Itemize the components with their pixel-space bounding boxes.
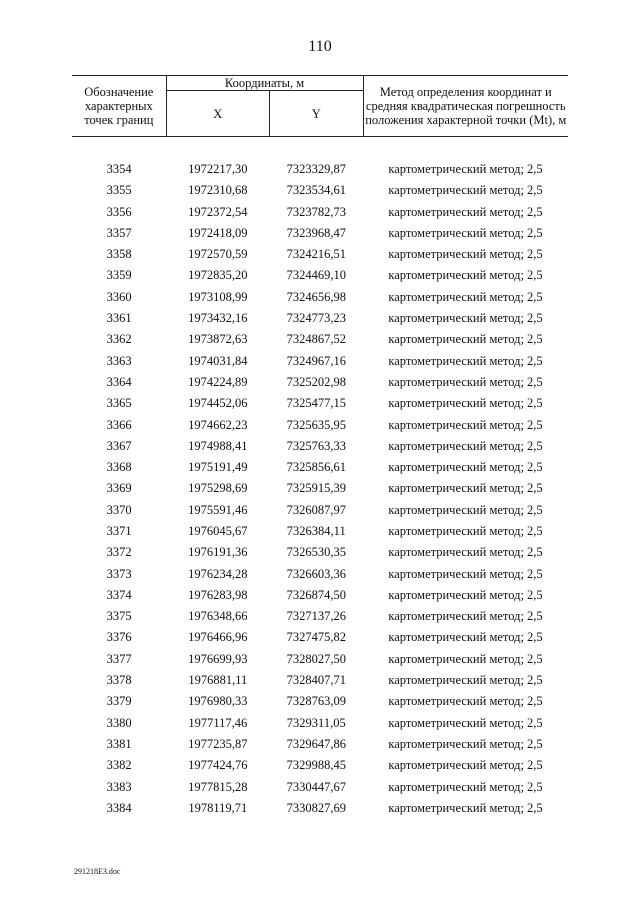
table-row xyxy=(72,243,568,264)
y-coordinate-cell: 7326384,11 xyxy=(286,523,346,538)
y-coordinate-cell: 7329311,05 xyxy=(286,715,346,730)
x-coordinate-cell: 1976045,67 xyxy=(188,523,248,538)
method-cell: картометрический метод; 2,5 xyxy=(388,204,543,219)
x-coordinate-cell: 1972372,54 xyxy=(188,204,248,219)
method-cell: картометрический метод; 2,5 xyxy=(388,651,543,666)
table-row xyxy=(72,222,568,243)
x-coordinate-cell: 1974662,23 xyxy=(188,417,248,432)
x-coordinate-cell: 1975191,49 xyxy=(188,460,248,475)
y-coordinate-cell: 7323968,47 xyxy=(286,225,346,240)
table-row xyxy=(72,797,568,818)
y-coordinate-cell: 7324469,10 xyxy=(286,268,346,283)
point-number-cell: 3370 xyxy=(106,502,132,517)
x-coordinate-cell: 1973108,99 xyxy=(188,289,248,304)
point-number-cell: 3384 xyxy=(106,800,132,815)
point-number-cell: 3367 xyxy=(106,438,132,453)
x-coordinate-cell: 1972217,30 xyxy=(188,161,248,176)
y-coordinate-cell: 7329988,45 xyxy=(286,758,346,773)
table-row xyxy=(72,669,568,690)
point-number-cell: 3364 xyxy=(106,374,132,389)
point-number-cell: 3369 xyxy=(106,481,132,496)
y-header: Y xyxy=(270,91,364,137)
table-row xyxy=(72,180,568,201)
table-row xyxy=(72,478,568,499)
point-number-cell: 3381 xyxy=(106,736,132,751)
point-number-cell: 3359 xyxy=(106,268,132,283)
y-coordinate-cell: 7325763,33 xyxy=(286,438,346,453)
table-row xyxy=(72,606,568,627)
y-coordinate-cell: 7324867,52 xyxy=(286,332,346,347)
x-coordinate-cell: 1973872,63 xyxy=(188,332,248,347)
method-cell: картометрический метод; 2,5 xyxy=(388,587,543,602)
file-name-footer: 291218E3.doc xyxy=(74,867,121,876)
table-row xyxy=(72,648,568,669)
table-row xyxy=(72,350,568,371)
y-coordinate-cell: 7324967,16 xyxy=(286,353,346,368)
y-coordinate-cell: 7330827,69 xyxy=(286,800,346,815)
method-cell: картометрический метод; 2,5 xyxy=(388,332,543,347)
method-header: Метод определения координат и средняя квадратическая погрешность положения характерной точки (Mt), м xyxy=(363,76,568,137)
method-cell: картометрический метод; 2,5 xyxy=(388,609,543,624)
method-cell: картометрический метод; 2,5 xyxy=(388,523,543,538)
y-coordinate-cell: 7323782,73 xyxy=(286,204,346,219)
x-coordinate-cell: 1972310,68 xyxy=(188,183,248,198)
method-cell: картометрический метод; 2,5 xyxy=(388,289,543,304)
coordinates-table xyxy=(72,75,568,819)
x-coordinate-cell: 1972570,59 xyxy=(188,247,248,262)
method-cell: картометрический метод; 2,5 xyxy=(388,779,543,794)
table-row xyxy=(72,542,568,563)
y-coordinate-cell: 7323329,87 xyxy=(286,161,346,176)
method-cell: картометрический метод; 2,5 xyxy=(388,268,543,283)
method-cell: картометрический метод; 2,5 xyxy=(388,566,543,581)
x-coordinate-cell: 1974031,84 xyxy=(188,353,248,368)
y-coordinate-cell: 7328407,71 xyxy=(286,673,346,688)
y-coordinate-cell: 7325915,39 xyxy=(286,481,346,496)
method-cell: картометрический метод; 2,5 xyxy=(388,502,543,517)
x-coordinate-cell: 1977815,28 xyxy=(188,779,248,794)
table-row xyxy=(72,265,568,286)
x-coordinate-cell: 1976191,36 xyxy=(188,545,248,560)
point-number-cell: 3383 xyxy=(106,779,132,794)
table-row xyxy=(72,755,568,776)
point-number-cell: 3368 xyxy=(106,460,132,475)
x-coordinate-cell: 1978119,71 xyxy=(188,800,248,815)
y-coordinate-cell: 7325635,95 xyxy=(286,417,346,432)
x-coordinate-cell: 1977117,46 xyxy=(188,715,248,730)
point-number-cell: 3380 xyxy=(106,715,132,730)
table-row xyxy=(72,393,568,414)
x-coordinate-cell: 1976348,66 xyxy=(188,609,248,624)
method-cell: картометрический метод; 2,5 xyxy=(388,694,543,709)
x-header: X xyxy=(166,91,269,137)
point-number-cell: 3362 xyxy=(106,332,132,347)
table-row xyxy=(72,520,568,541)
method-cell: картометрический метод; 2,5 xyxy=(388,630,543,645)
y-coordinate-cell: 7330447,67 xyxy=(286,779,346,794)
y-coordinate-cell: 7325477,15 xyxy=(286,396,346,411)
method-cell: картометрический метод; 2,5 xyxy=(388,715,543,730)
method-cell: картометрический метод; 2,5 xyxy=(388,545,543,560)
method-cell: картометрический метод; 2,5 xyxy=(388,225,543,240)
point-number-cell: 3371 xyxy=(106,523,132,538)
x-coordinate-cell: 1974452,06 xyxy=(188,396,248,411)
y-coordinate-cell: 7326874,50 xyxy=(286,587,346,602)
method-cell: картометрический метод; 2,5 xyxy=(388,247,543,262)
x-coordinate-cell: 1976283,98 xyxy=(188,587,248,602)
point-number-cell: 3373 xyxy=(106,566,132,581)
y-coordinate-cell: 7327475,82 xyxy=(286,630,346,645)
point-number-cell: 3378 xyxy=(106,673,132,688)
y-coordinate-cell: 7328763,09 xyxy=(286,694,346,709)
point-number-cell: 3382 xyxy=(106,758,132,773)
x-coordinate-cell: 1973432,16 xyxy=(188,311,248,326)
y-coordinate-cell: 7324773,23 xyxy=(286,311,346,326)
method-cell: картометрический метод; 2,5 xyxy=(388,481,543,496)
x-coordinate-cell: 1976466,96 xyxy=(188,630,248,645)
point-number-cell: 3375 xyxy=(106,609,132,624)
table-row xyxy=(72,733,568,754)
method-cell: картометрический метод; 2,5 xyxy=(388,374,543,389)
table-row xyxy=(72,158,568,179)
point-number-cell: 3379 xyxy=(106,694,132,709)
y-coordinate-cell: 7324656,98 xyxy=(286,289,346,304)
point-number-cell: 3366 xyxy=(106,417,132,432)
table-row xyxy=(72,584,568,605)
x-coordinate-cell: 1977424,76 xyxy=(188,758,248,773)
x-coordinate-cell: 1976234,28 xyxy=(188,566,248,581)
point-number-cell: 3361 xyxy=(106,311,132,326)
x-coordinate-cell: 1976980,33 xyxy=(188,694,248,709)
coordinates-header: Координаты, м xyxy=(166,76,363,91)
table-row xyxy=(72,435,568,456)
point-number-cell: 3358 xyxy=(106,247,132,262)
point-number-cell: 3356 xyxy=(106,204,132,219)
y-coordinate-cell: 7326530,35 xyxy=(286,545,346,560)
point-number-cell: 3365 xyxy=(106,396,132,411)
table-row xyxy=(72,201,568,222)
point-number-cell: 3376 xyxy=(106,630,132,645)
y-coordinate-cell: 7327137,26 xyxy=(286,609,346,624)
table-row xyxy=(72,563,568,584)
method-cell: картометрический метод; 2,5 xyxy=(388,396,543,411)
table-row xyxy=(72,776,568,797)
y-coordinate-cell: 7329647,86 xyxy=(286,736,346,751)
method-cell: картометрический метод; 2,5 xyxy=(388,438,543,453)
method-cell: картометрический метод; 2,5 xyxy=(388,417,543,432)
y-coordinate-cell: 7324216,51 xyxy=(286,247,346,262)
method-cell: картометрический метод; 2,5 xyxy=(388,800,543,815)
point-number-cell: 3363 xyxy=(106,353,132,368)
point-number-cell: 3357 xyxy=(106,225,132,240)
y-coordinate-cell: 7326603,36 xyxy=(286,566,346,581)
table-row xyxy=(72,499,568,520)
x-coordinate-cell: 1975591,46 xyxy=(188,502,248,517)
x-coordinate-cell: 1975298,69 xyxy=(188,481,248,496)
table-row xyxy=(72,414,568,435)
table-row xyxy=(72,691,568,712)
x-coordinate-cell: 1976699,93 xyxy=(188,651,248,666)
method-cell: картометрический метод; 2,5 xyxy=(388,460,543,475)
table-row xyxy=(72,286,568,307)
method-cell: картометрический метод; 2,5 xyxy=(388,161,543,176)
point-number-cell: 3374 xyxy=(106,587,132,602)
y-coordinate-cell: 7328027,50 xyxy=(286,651,346,666)
method-cell: картометрический метод; 2,5 xyxy=(388,353,543,368)
x-coordinate-cell: 1977235,87 xyxy=(188,736,248,751)
method-cell: картометрический метод; 2,5 xyxy=(388,673,543,688)
table-row xyxy=(72,307,568,328)
y-coordinate-cell: 7325856,61 xyxy=(286,460,346,475)
page-number: 110 xyxy=(308,38,332,55)
point-number-cell: 3372 xyxy=(106,545,132,560)
method-cell: картометрический метод; 2,5 xyxy=(388,758,543,773)
table-row xyxy=(72,371,568,392)
x-coordinate-cell: 1974988,41 xyxy=(188,438,248,453)
y-coordinate-cell: 7326087,97 xyxy=(286,502,346,517)
method-cell: картометрический метод; 2,5 xyxy=(388,183,543,198)
table-row xyxy=(72,329,568,350)
y-coordinate-cell: 7325202,98 xyxy=(286,374,346,389)
method-cell: картометрический метод; 2,5 xyxy=(388,311,543,326)
y-coordinate-cell: 7323534,61 xyxy=(286,183,346,198)
designation-header: Обозначение характерных точек границ xyxy=(72,76,166,137)
table-row xyxy=(72,456,568,477)
x-coordinate-cell: 1972835,20 xyxy=(188,268,248,283)
x-coordinate-cell: 1974224,89 xyxy=(188,374,248,389)
point-number-cell: 3377 xyxy=(106,651,132,666)
point-number-cell: 3355 xyxy=(106,183,132,198)
point-number-cell: 3360 xyxy=(106,289,132,304)
table-row xyxy=(72,712,568,733)
x-coordinate-cell: 1972418,09 xyxy=(188,225,248,240)
method-cell: картометрический метод; 2,5 xyxy=(388,736,543,751)
point-number-cell: 3354 xyxy=(106,161,132,176)
x-coordinate-cell: 1976881,11 xyxy=(188,673,248,688)
table-row xyxy=(72,627,568,648)
table-body xyxy=(72,158,568,818)
